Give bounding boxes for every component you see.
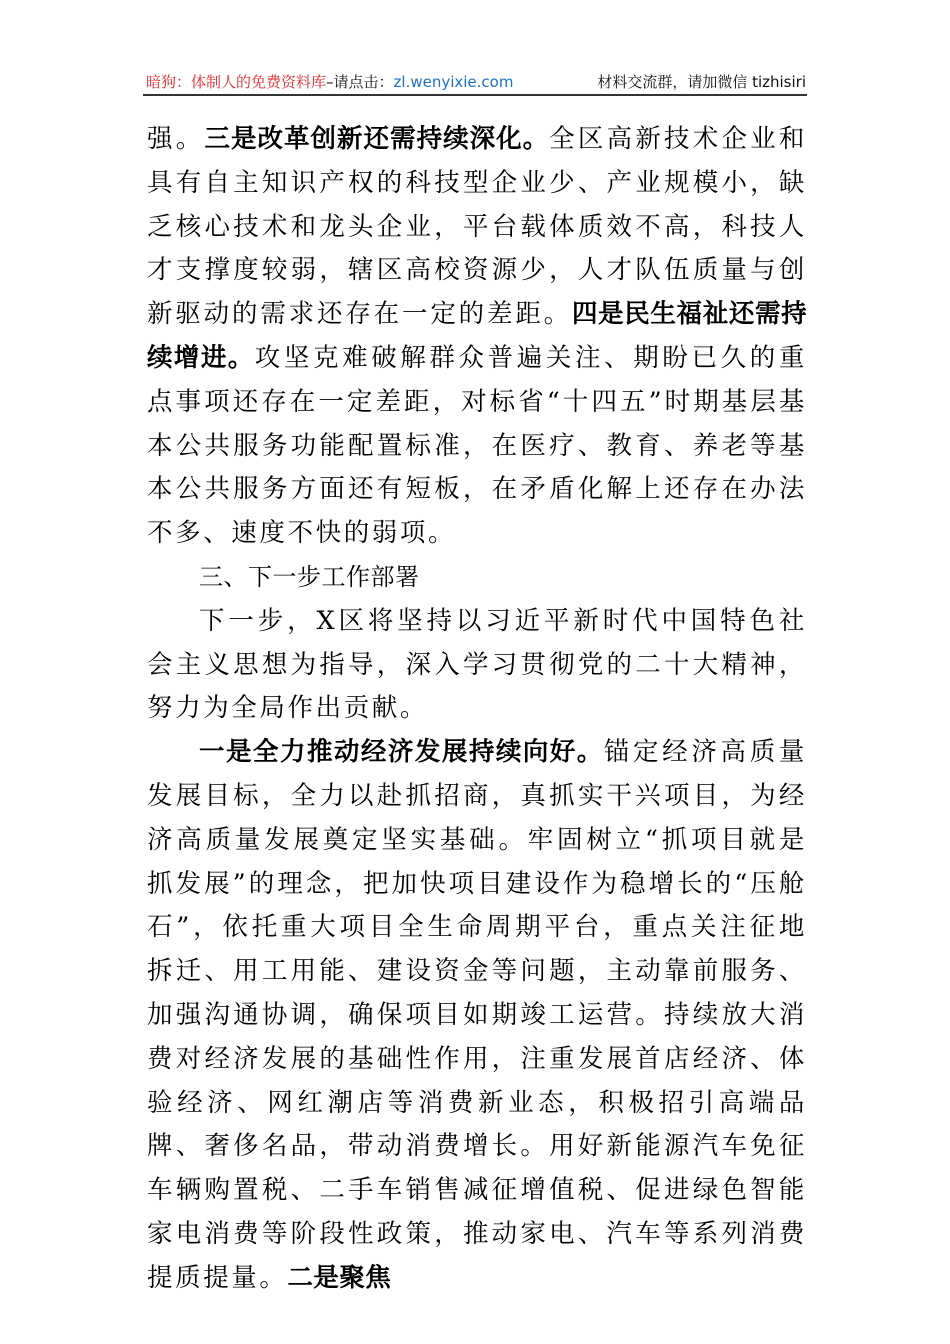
paragraph-economy	[147, 731, 807, 1300]
bold-point-three: 三是改革创新还需持续深化。	[204, 124, 550, 154]
section-heading: 三、下一步工作部署	[199, 562, 420, 591]
watermark-header	[146, 68, 806, 92]
website-link[interactable]: zl.wenyixie.com	[393, 73, 514, 91]
bold-point-four: 四是民生福祉还需持续增进。	[147, 299, 807, 373]
paragraph-text: 攻坚克难破解群众普遍关注、期盼已久的重点事项还存在一定差距，对标省“十四五”时期基层基本公共服务功能配置标准，在医疗、教育、养老等基本公共服务方面还有短板，在矛盾化解上还存在办法不多、速度不快的弱项。	[147, 342, 808, 549]
paragraph-intro: 下一步，X区将坚持以习近平新时代中国特色社会主义思想为指导，深入学习贯彻党的二十大精神，努力为全局作出贡献。	[147, 605, 807, 724]
document-body	[147, 118, 807, 1301]
cta-text: –请点击：	[326, 73, 394, 91]
header-divider	[143, 94, 807, 96]
paragraph-text: 全区高新技术企业和具有自主知识产权的科技型企业少、产业规模小，缺乏核心技术和龙头企业，平台载体质效不高，科技人才支撑度较弱，辖区高校资源少，人才队伍质量与创新驱动的需求还存在一定的差距。	[147, 124, 808, 330]
bold-point-two: 二是聚焦	[287, 1262, 392, 1293]
contact-text: 材料交流群，请加微信 tizhisiri	[597, 73, 806, 91]
paragraph-problems	[147, 118, 807, 556]
paragraph-text: 锚定经济高质量发展目标，全力以赴抓招商，真抓实干兴项目，为经济高质量发展奠定坚实基础。牢固树立“抓项目就是抓发展”的理念，把加快项目建设作为稳增长的“压舱石”，依托重大项目全生命周期平台，重点关注征地拆迁、用工用能、建设资金等问题，主动靠前服务、加强沟通协调，确保项目如期竣工运营。持续放大消费对经济发展的基础性作用，注重发展首店经济、体验经济、网红潮店等消费新业态，积极招引高端品牌、奢侈名品，带动消费增长。用好新能源汽车免征车辆购置税、二手车销售减征增值税、促进绿色智能家电消费等阶段性政策，推动家电、汽车等系列消费提质提量。	[147, 737, 807, 1293]
header-left	[146, 72, 513, 92]
paragraph-lead: 强。	[147, 124, 205, 154]
bold-point-one: 一是全力推动经济发展持续向好。	[199, 737, 604, 768]
promo-text: 暗狗：体制人的免费资料库	[146, 73, 327, 91]
